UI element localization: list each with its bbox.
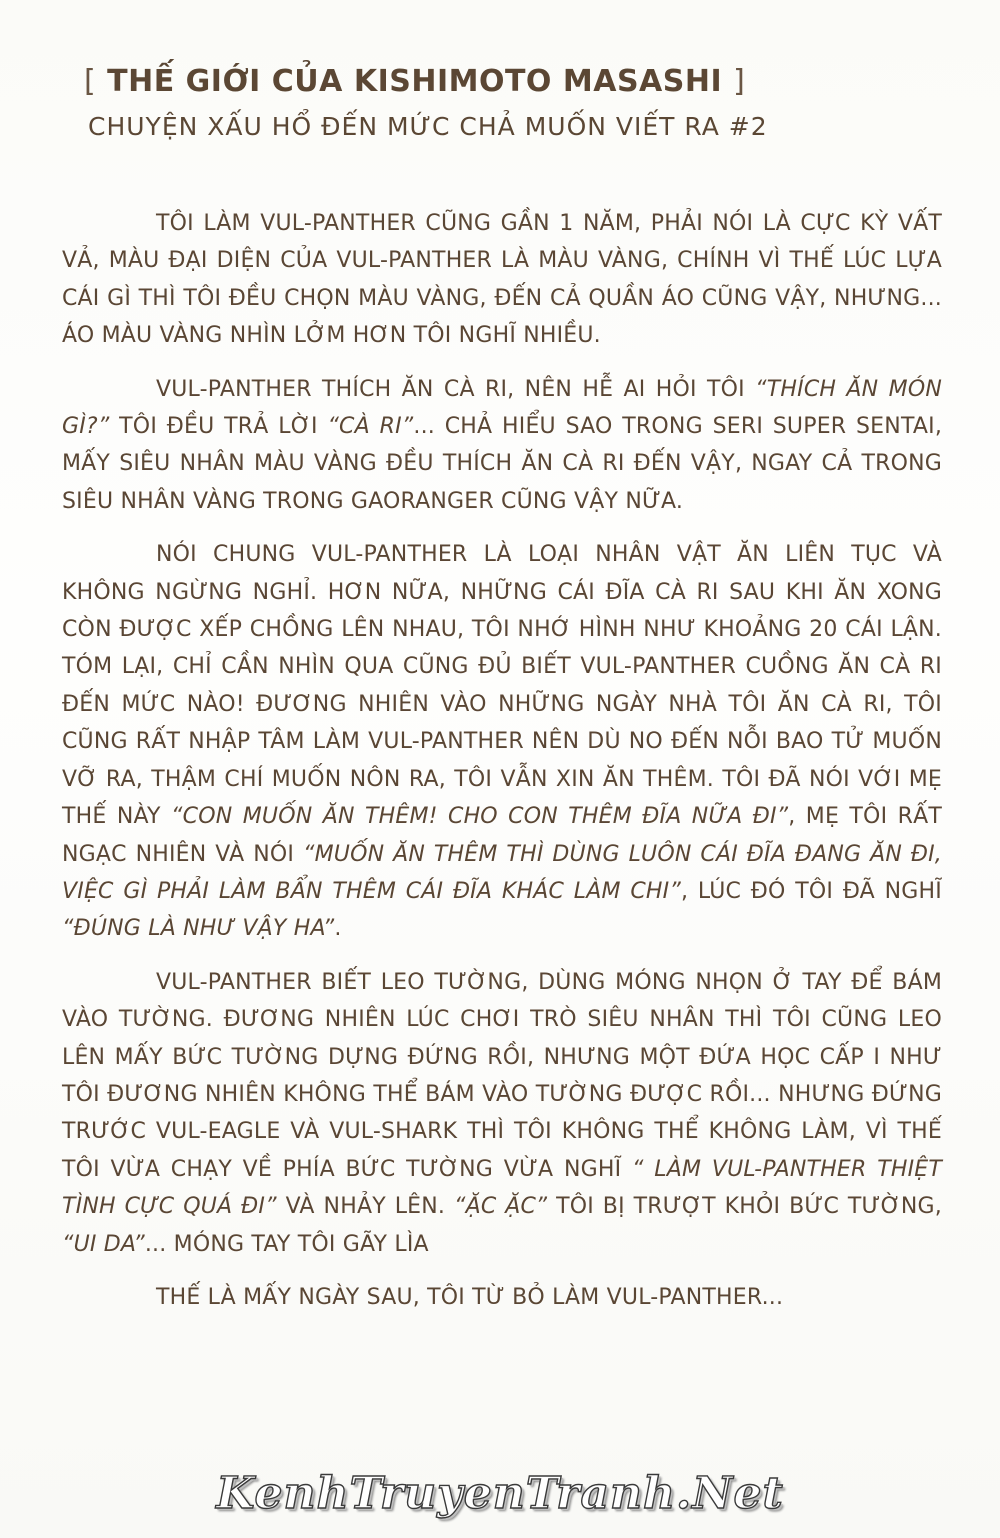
site-watermark: KenhTruyenTranh.Net <box>216 1468 784 1519</box>
quote: “ĐÚNG LÀ NHƯ VẬY HA” <box>62 916 335 942</box>
article-title <box>84 62 944 102</box>
paragraph-4 <box>62 964 942 1263</box>
article-header <box>84 62 944 144</box>
quote: “CON MUỐN ĂN THÊM! CHO CON THÊM ĐĨA NỮA ĐI” <box>171 804 789 830</box>
paragraph-4-text: VUL-PANTHER BIẾT LEO TƯỜNG, DÙNG MÓNG NHỌN Ở TAY ĐỂ BÁM VÀO TƯỜNG. ĐƯƠNG NHIÊN LÚC CHƠI TRÒ SIÊU NHÂN THÌ TÔI CŨNG LEO LÊN MẤY BỨC TƯỜNG DỰNG ĐỨNG RỒI, NHƯNG MỘT ĐỨA HỌC CẤP I NHƯ TÔI ĐƯƠNG NHIÊN KHÔNG THỂ BÁM VÀO TƯỜNG ĐƯỢC RỒI... NHƯNG ĐỨNG TRƯỚC VUL-EAGLE VÀ VUL-SHARK THÌ TÔI KHÔNG THỂ KHÔNG LÀM, VÌ THẾ TÔI VỪA CHẠY VỀ PHÍA BỨC TƯỜNG VỪA NGHĨ <box>62 969 942 1182</box>
paragraph-3-text: , LÚC ĐÓ TÔI ĐÃ NGHĨ <box>680 878 942 904</box>
quote: “THÍCH ĂN MÓN GÌ?” <box>62 376 942 440</box>
paragraph-2 <box>62 371 942 521</box>
paragraph-3-text: NÓI CHUNG VUL-PANTHER LÀ LOẠI NHÂN VẬT ĂN LIÊN TỤC VÀ KHÔNG NGỪNG NGHỈ. HƠN NỮA, NHỮNG CÁI ĐĨA CÀ RI SAU KHI ĂN XONG CÒN ĐƯỢC XẾP CHỒNG LÊN NHAU, TÔI NHỚ HÌNH NHƯ KHOẢNG 20 CÁI LẬN. TÓM LẠI, CHỈ CẦN NHÌN QUA CŨNG ĐỦ BIẾT VUL-PANTHER CUỒNG ĂN CÀ RI ĐẾN MỨC NÀO! ĐƯƠNG NHIÊN VÀO NHỮNG NGÀY NHÀ TÔI ĂN CÀ RI, TÔI CŨNG RẤT NHẬP TÂM LÀM VUL-PANTHER NÊN DÙ NO ĐẾN NỖI BAO TỬ MUỐN VỠ RA, THẬM CHÍ MUỐN NÔN RA, TÔI VẪN XIN ĂN THÊM. TÔI ĐÃ NÓI VỚI MẸ THẾ NÀY <box>62 542 942 830</box>
quote: “MUỐN ĂN THÊM THÌ DÙNG LUÔN CÁI ĐĨA ĐANG ĂN ĐI, VIỆC GÌ PHẢI LÀM BẨN THÊM CÁI ĐĨA KHÁC LÀM CHI” <box>62 841 942 904</box>
quote: “ẶC ẶC” <box>454 1194 548 1220</box>
paragraph-2-text: VUL-PANTHER THÍCH ĂN CÀ RI, NÊN HỄ AI HỎI TÔI <box>156 376 756 402</box>
paragraph-5: THẾ LÀ MẤY NGÀY SAU, TÔI TỪ BỎ LÀM VUL-PANTHER... <box>156 1284 784 1310</box>
quote: “CÀ RI” <box>327 414 414 440</box>
paragraph-4-text: ... MÓNG TAY TÔI GÃY LÌA <box>144 1231 429 1257</box>
paragraph-3 <box>62 536 942 947</box>
paragraph-4-text: TÔI BỊ TRƯỢT KHỎI BỨC TƯỜNG, <box>547 1194 942 1220</box>
article-subtitle: CHUYỆN XẤU HỔ ĐẾN MỨC CHẢ MUỐN VIẾT RA #2 <box>88 112 768 141</box>
paragraph-3-text: . <box>334 916 342 942</box>
title-text: THẾ GIỚI CỦA KISHIMOTO MASASHI <box>107 64 723 99</box>
paragraph-1: TÔI LÀM VUL-PANTHER CŨNG GẦN 1 NĂM, PHẢI NÓI LÀ CỰC KỲ VẤT VẢ, MÀU ĐẠI DIỆN CỦA VUL-PANTHER LÀ MÀU VÀNG, CHÍNH VÌ THẾ LÚC LỰA CÁI GÌ THÌ TÔI ĐỀU CHỌN MÀU VÀNG, ĐẾN CẢ QUẦN ÁO CŨNG VẬY, NHƯNG... ÁO MÀU VÀNG NHÌN LỞM HƠN TÔI NGHĨ NHIỀU. <box>62 211 942 349</box>
paragraph-4-text: VÀ NHẢY LÊN. <box>276 1194 454 1220</box>
paragraph-3-text: , MẸ TÔI RẤT NGẠC NHIÊN VÀ NÓI <box>62 804 942 867</box>
title-bracket-close: ] <box>733 64 746 99</box>
paragraph-2-text: ... CHẢ HIỂU SAO TRONG SERI SUPER SENTAI, MẤY SIÊU NHÂN MÀU VÀNG ĐỀU THÍCH ĂN CÀ RI ĐẾN VẬY, NGAY CẢ TRONG SIÊU NHÂN VÀNG TRONG GAORANGER CŨNG VẬY NỮA. <box>62 414 943 514</box>
title-bracket-open: [ <box>84 64 97 99</box>
quote: “ LÀM VUL-PANTHER THIỆT TÌNH CỰC QUÁ ĐI” <box>62 1156 943 1220</box>
paragraph-2-text: TÔI ĐỀU TRẢ LỜI <box>109 414 328 440</box>
article-body <box>62 205 942 1332</box>
footer <box>0 1468 1000 1519</box>
quote: “UI DA” <box>62 1231 145 1257</box>
